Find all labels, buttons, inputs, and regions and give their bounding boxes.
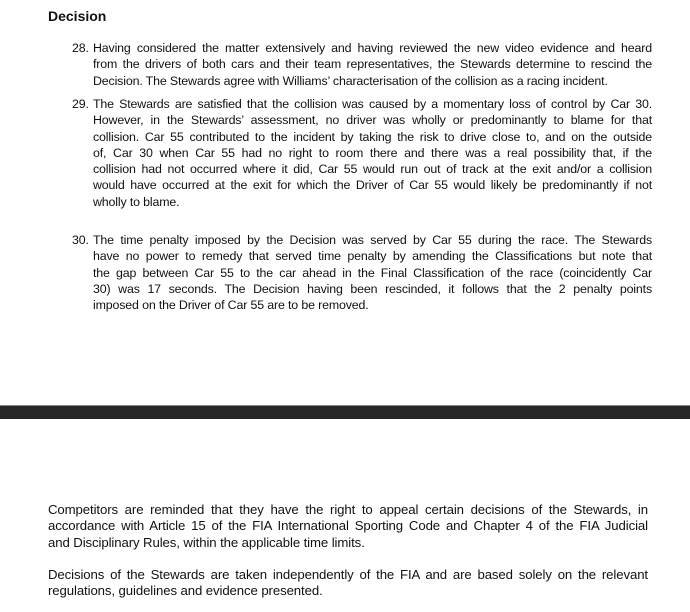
text-line: The Stewards are satisfied that the collision was caused by a momentary loss of control by Car 30. [93, 97, 652, 111]
text-line: have no power to remedy that served time penalty by amending the Classifications but note that [93, 249, 652, 264]
text-line: from the drivers of both cars and their team representatives, the Stewards determine to rescind the [93, 57, 652, 72]
text-line: regulations, guidelines and evidence presented. [48, 583, 323, 599]
text-line: would have occurred at the exit for which the Driver of Car 55 would likely be predominantly if not [93, 178, 652, 193]
independence-notice [48, 567, 648, 600]
text-line: 30) was 17 seconds. The Decision having been rescinded, it follows that the 2 penalty points [93, 281, 652, 296]
paragraph-number: 30. [72, 233, 89, 247]
text-line: wholly to blame. [93, 194, 180, 209]
section-heading: Decision [48, 8, 107, 24]
page-divider-bar [0, 405, 690, 419]
text-line: and Disciplinary Rules, within the applicable time limits. [48, 534, 365, 550]
text-line: collision. Car 55 contributed to the incident by taking the risk to drive close to, and on the outside [93, 129, 652, 144]
text-line: However, in the Stewards’ assessment, no driver was wholly or predominantly to blame for that [93, 113, 652, 128]
paragraph-30 [72, 232, 652, 313]
text-line: Decision. The Stewards agree with Williams’ characterisation of the collision as a racing incident. [93, 73, 608, 88]
paragraph-number: 28. [72, 41, 89, 55]
text-line: The time penalty imposed by the Decision was served by Car 55 during the race. The Stewards [93, 233, 652, 247]
text-line: the gap between Car 55 to the car ahead in the Final Classification of the race (coincidently Car [93, 265, 652, 280]
text-line: accordance with Article 15 of the FIA International Sporting Code and Chapter 4 of the FIA Judicial [48, 518, 648, 534]
text-line: Having considered the matter extensively and having reviewed the new video evidence and heard [93, 41, 652, 55]
paragraph-28 [72, 40, 652, 89]
text-line: Decisions of the Stewards are taken independently of the FIA and are based solely on the relevant [48, 567, 648, 582]
paragraph-29 [72, 96, 652, 210]
paragraph-number: 29. [72, 97, 89, 111]
text-line: Competitors are reminded that they have the right to appeal certain decisions of the Stewards, in [48, 502, 648, 517]
appeal-notice [48, 502, 648, 551]
text-line: collision had not occurred where it did, Car 55 would run out of track at the exit and/or a collision [93, 162, 652, 177]
text-line: imposed on the Driver of Car 55 are to be removed. [93, 298, 369, 313]
text-line: of, Car 30 when Car 55 had no right to room there and there was a real possibility that, if the [93, 145, 652, 160]
